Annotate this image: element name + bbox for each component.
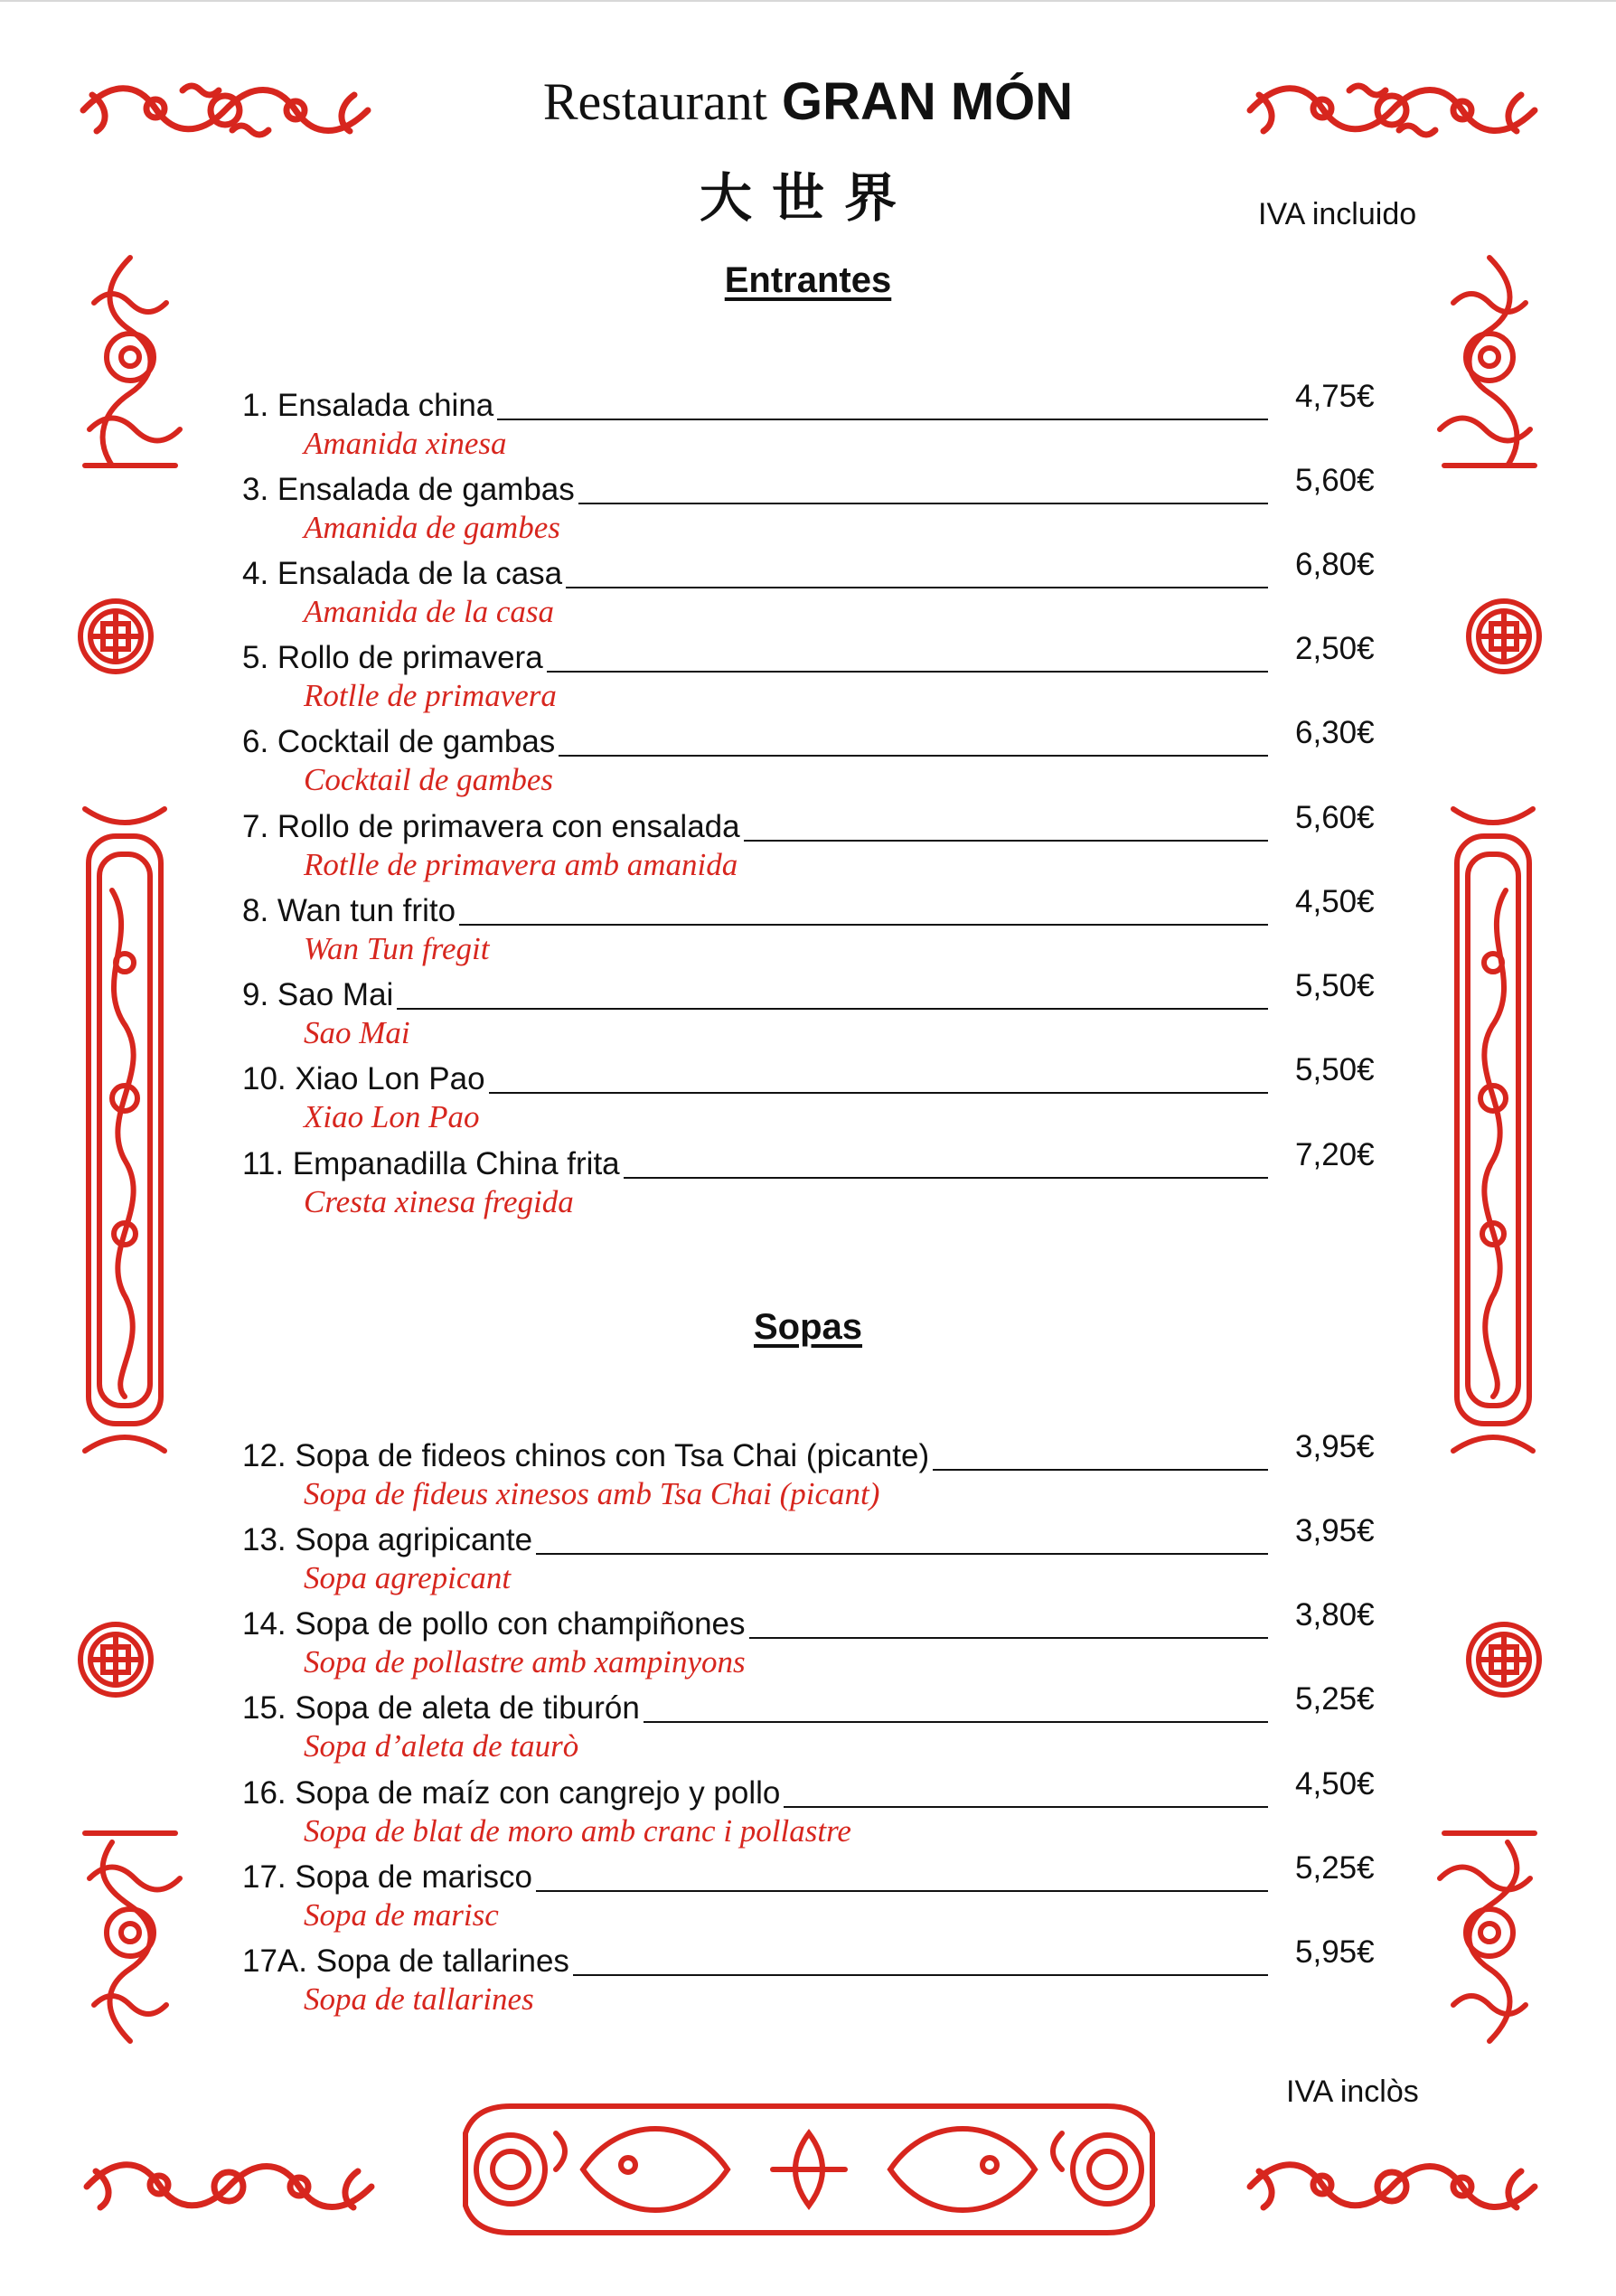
item-price: 5,50€ bbox=[1295, 1052, 1375, 1087]
item-translation: Sopa de fideus xinesos amb Tsa Chai (picant) bbox=[304, 1476, 880, 1511]
item-translation: Sopa de marisc bbox=[304, 1897, 499, 1933]
item-name: 7. Rollo de primavera con ensalada bbox=[242, 809, 740, 844]
menu-item bbox=[242, 1681, 1390, 1772]
item-price: 5,95€ bbox=[1295, 1934, 1375, 1970]
item-price: 4,75€ bbox=[1295, 379, 1375, 414]
menu-item bbox=[242, 1052, 1390, 1143]
item-name: 1. Ensalada china bbox=[242, 388, 494, 423]
leader-line bbox=[784, 1805, 1268, 1808]
item-price: 5,50€ bbox=[1295, 968, 1375, 1003]
leader-line bbox=[933, 1468, 1268, 1471]
leader-line bbox=[489, 1091, 1268, 1094]
leader-line bbox=[566, 586, 1268, 588]
item-price: 4,50€ bbox=[1295, 884, 1375, 919]
item-price: 3,95€ bbox=[1295, 1513, 1375, 1548]
chinese-name: 大世界 bbox=[699, 167, 916, 229]
item-translation: Wan Tun fregit bbox=[304, 931, 490, 966]
menu-item bbox=[242, 631, 1390, 721]
leader-line bbox=[459, 923, 1268, 926]
item-name: 14. Sopa de pollo con champiñones bbox=[242, 1606, 746, 1642]
item-translation: Amanida de gambes bbox=[304, 510, 560, 545]
item-name: 16. Sopa de maíz con cangrejo y pollo bbox=[242, 1775, 781, 1811]
item-name: 6. Cocktail de gambas bbox=[242, 724, 556, 759]
item-name: 11. Empanadilla China frita bbox=[242, 1146, 620, 1181]
flower-panel-left-lower bbox=[76, 1824, 184, 2050]
leader-line bbox=[644, 1720, 1268, 1723]
bottom-banner-ornament bbox=[456, 2079, 1161, 2260]
corner-ornament-top-right bbox=[1241, 72, 1544, 149]
item-price: 7,20€ bbox=[1295, 1137, 1375, 1172]
section-title-entrantes: Entrantes bbox=[724, 260, 892, 300]
menu-item bbox=[242, 547, 1390, 637]
menu-item bbox=[242, 1137, 1390, 1228]
item-translation: Sopa agrepicant bbox=[304, 1560, 512, 1595]
menu-item bbox=[242, 884, 1390, 974]
item-translation: Sopa d’aleta de taurò bbox=[304, 1728, 579, 1764]
flower-panel-right-lower bbox=[1435, 1824, 1544, 2050]
item-name: 17A. Sopa de tallarines bbox=[242, 1943, 569, 1979]
menu-item bbox=[242, 1513, 1390, 1604]
item-name: 4. Ensalada de la casa bbox=[242, 556, 563, 591]
item-translation: Cresta xinesa fregida bbox=[304, 1184, 574, 1219]
menu-item bbox=[242, 1429, 1390, 1520]
menu-item bbox=[242, 1597, 1390, 1688]
item-name: 13. Sopa agripicante bbox=[242, 1522, 533, 1557]
item-name: 17. Sopa de marisco bbox=[242, 1859, 533, 1895]
flower-panel-left-upper bbox=[76, 249, 184, 475]
tall-panel-left bbox=[76, 800, 174, 1460]
item-price: 6,80€ bbox=[1295, 547, 1375, 582]
title-name: GRAN MÓN bbox=[781, 72, 1074, 131]
item-price: 5,25€ bbox=[1295, 1850, 1375, 1886]
item-name: 3. Ensalada de gambas bbox=[242, 472, 575, 507]
leader-line bbox=[547, 670, 1268, 673]
item-name: 15. Sopa de aleta de tiburón bbox=[242, 1690, 640, 1726]
item-price: 2,50€ bbox=[1295, 631, 1375, 666]
item-price: 5,60€ bbox=[1295, 800, 1375, 835]
item-name: 5. Rollo de primavera bbox=[242, 640, 543, 675]
medallion-left-upper bbox=[76, 597, 155, 676]
menu-item bbox=[242, 1850, 1390, 1941]
item-translation: Amanida xinesa bbox=[304, 426, 507, 461]
item-translation: Sao Mai bbox=[304, 1015, 410, 1050]
corner-ornament-top-left bbox=[74, 72, 377, 149]
leader-line bbox=[744, 839, 1268, 842]
item-translation: Cocktail de gambes bbox=[304, 762, 554, 797]
menu-item bbox=[242, 715, 1390, 805]
item-translation: Rotlle de primavera bbox=[304, 678, 557, 713]
item-translation: Sopa de tallarines bbox=[304, 1981, 534, 2017]
item-price: 5,25€ bbox=[1295, 1681, 1375, 1717]
item-name: 8. Wan tun frito bbox=[242, 893, 456, 928]
item-price: 5,60€ bbox=[1295, 463, 1375, 498]
item-translation: Rotlle de primavera amb amanida bbox=[304, 847, 738, 882]
section-title-sopas: Sopas bbox=[753, 1307, 863, 1347]
item-name: 12. Sopa de fideos chinos con Tsa Chai (picante) bbox=[242, 1438, 930, 1473]
leader-line bbox=[497, 418, 1268, 420]
item-price: 4,50€ bbox=[1295, 1766, 1375, 1802]
item-translation: Sopa de blat de moro amb cranc i pollastre bbox=[304, 1813, 851, 1849]
leader-line bbox=[559, 754, 1268, 757]
title-prefix: Restaurant bbox=[542, 72, 767, 131]
tall-panel-right bbox=[1444, 800, 1542, 1460]
iva-bottom: IVA inclòs bbox=[1286, 2075, 1419, 2109]
item-name: 9. Sao Mai bbox=[242, 977, 394, 1012]
leader-line bbox=[749, 1636, 1268, 1639]
medallion-left-lower bbox=[76, 1620, 155, 1699]
item-name: 10. Xiao Lon Pao bbox=[242, 1061, 485, 1096]
flower-panel-right-upper bbox=[1435, 249, 1544, 475]
iva-top: IVA incluido bbox=[1258, 197, 1417, 231]
corner-ornament-bottom-left bbox=[78, 2149, 381, 2225]
leader-line bbox=[573, 1973, 1268, 1976]
item-price: 3,80€ bbox=[1295, 1597, 1375, 1633]
menu-item bbox=[242, 1766, 1390, 1857]
item-translation: Xiao Lon Pao bbox=[304, 1099, 480, 1134]
medallion-right-lower bbox=[1464, 1620, 1544, 1699]
leader-line bbox=[578, 502, 1268, 504]
menu-item bbox=[242, 379, 1390, 469]
menu-item bbox=[242, 463, 1390, 553]
leader-line bbox=[536, 1552, 1268, 1555]
menu-item bbox=[242, 968, 1390, 1059]
item-translation: Amanida de la casa bbox=[304, 594, 555, 629]
leader-line bbox=[624, 1176, 1268, 1179]
menu-item bbox=[242, 1934, 1390, 2025]
item-price: 3,95€ bbox=[1295, 1429, 1375, 1464]
leader-line bbox=[397, 1007, 1268, 1010]
leader-line bbox=[536, 1889, 1268, 1892]
corner-ornament-bottom-right bbox=[1241, 2149, 1544, 2225]
item-translation: Sopa de pollastre amb xampinyons bbox=[304, 1644, 746, 1680]
item-price: 6,30€ bbox=[1295, 715, 1375, 750]
medallion-right-upper bbox=[1464, 597, 1544, 676]
menu-item bbox=[242, 800, 1390, 890]
